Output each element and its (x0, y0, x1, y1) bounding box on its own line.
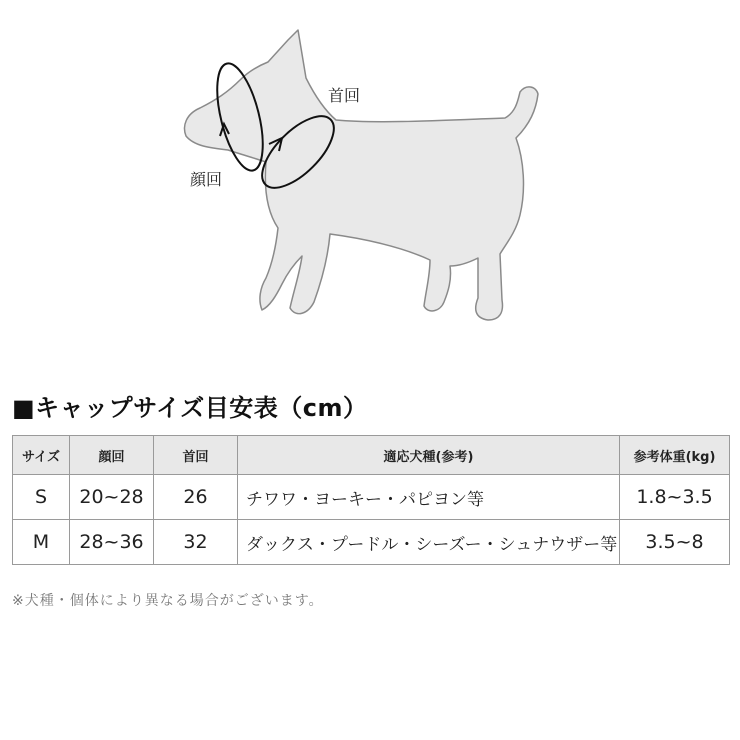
cell-weight: 3.5~8 (620, 520, 730, 565)
dog-measurement-diagram (0, 0, 740, 340)
neck-label: 首回 (328, 86, 361, 105)
cell-weight: 1.8~3.5 (620, 475, 730, 520)
cell-breeds: ダックス・プードル・シーズー・シュナウザー等 (238, 520, 620, 565)
table-row (13, 475, 730, 520)
dog-silhouette (185, 30, 538, 320)
header-neck: 首回 (154, 436, 238, 475)
face-label: 顔回 (190, 170, 223, 189)
cell-size: S (13, 475, 70, 520)
table-title: ■キャップサイズ目安表（cm） (12, 394, 368, 422)
header-breeds: 適応犬種(参考) (238, 436, 620, 475)
header-size: サイズ (13, 436, 70, 475)
table-row (13, 520, 730, 565)
disclaimer-note: ※犬種・個体により異なる場合がございます。 (12, 593, 324, 609)
cell-size: M (13, 520, 70, 565)
cell-face: 28~36 (70, 520, 154, 565)
header-face: 顔回 (70, 436, 154, 475)
cell-neck: 32 (154, 520, 238, 565)
table-header-row (13, 436, 730, 475)
cell-neck: 26 (154, 475, 238, 520)
cell-breeds: チワワ・ヨーキー・パピヨン等 (238, 475, 620, 520)
size-table (12, 435, 730, 565)
cell-face: 20~28 (70, 475, 154, 520)
header-weight: 参考体重(kg) (620, 436, 730, 475)
